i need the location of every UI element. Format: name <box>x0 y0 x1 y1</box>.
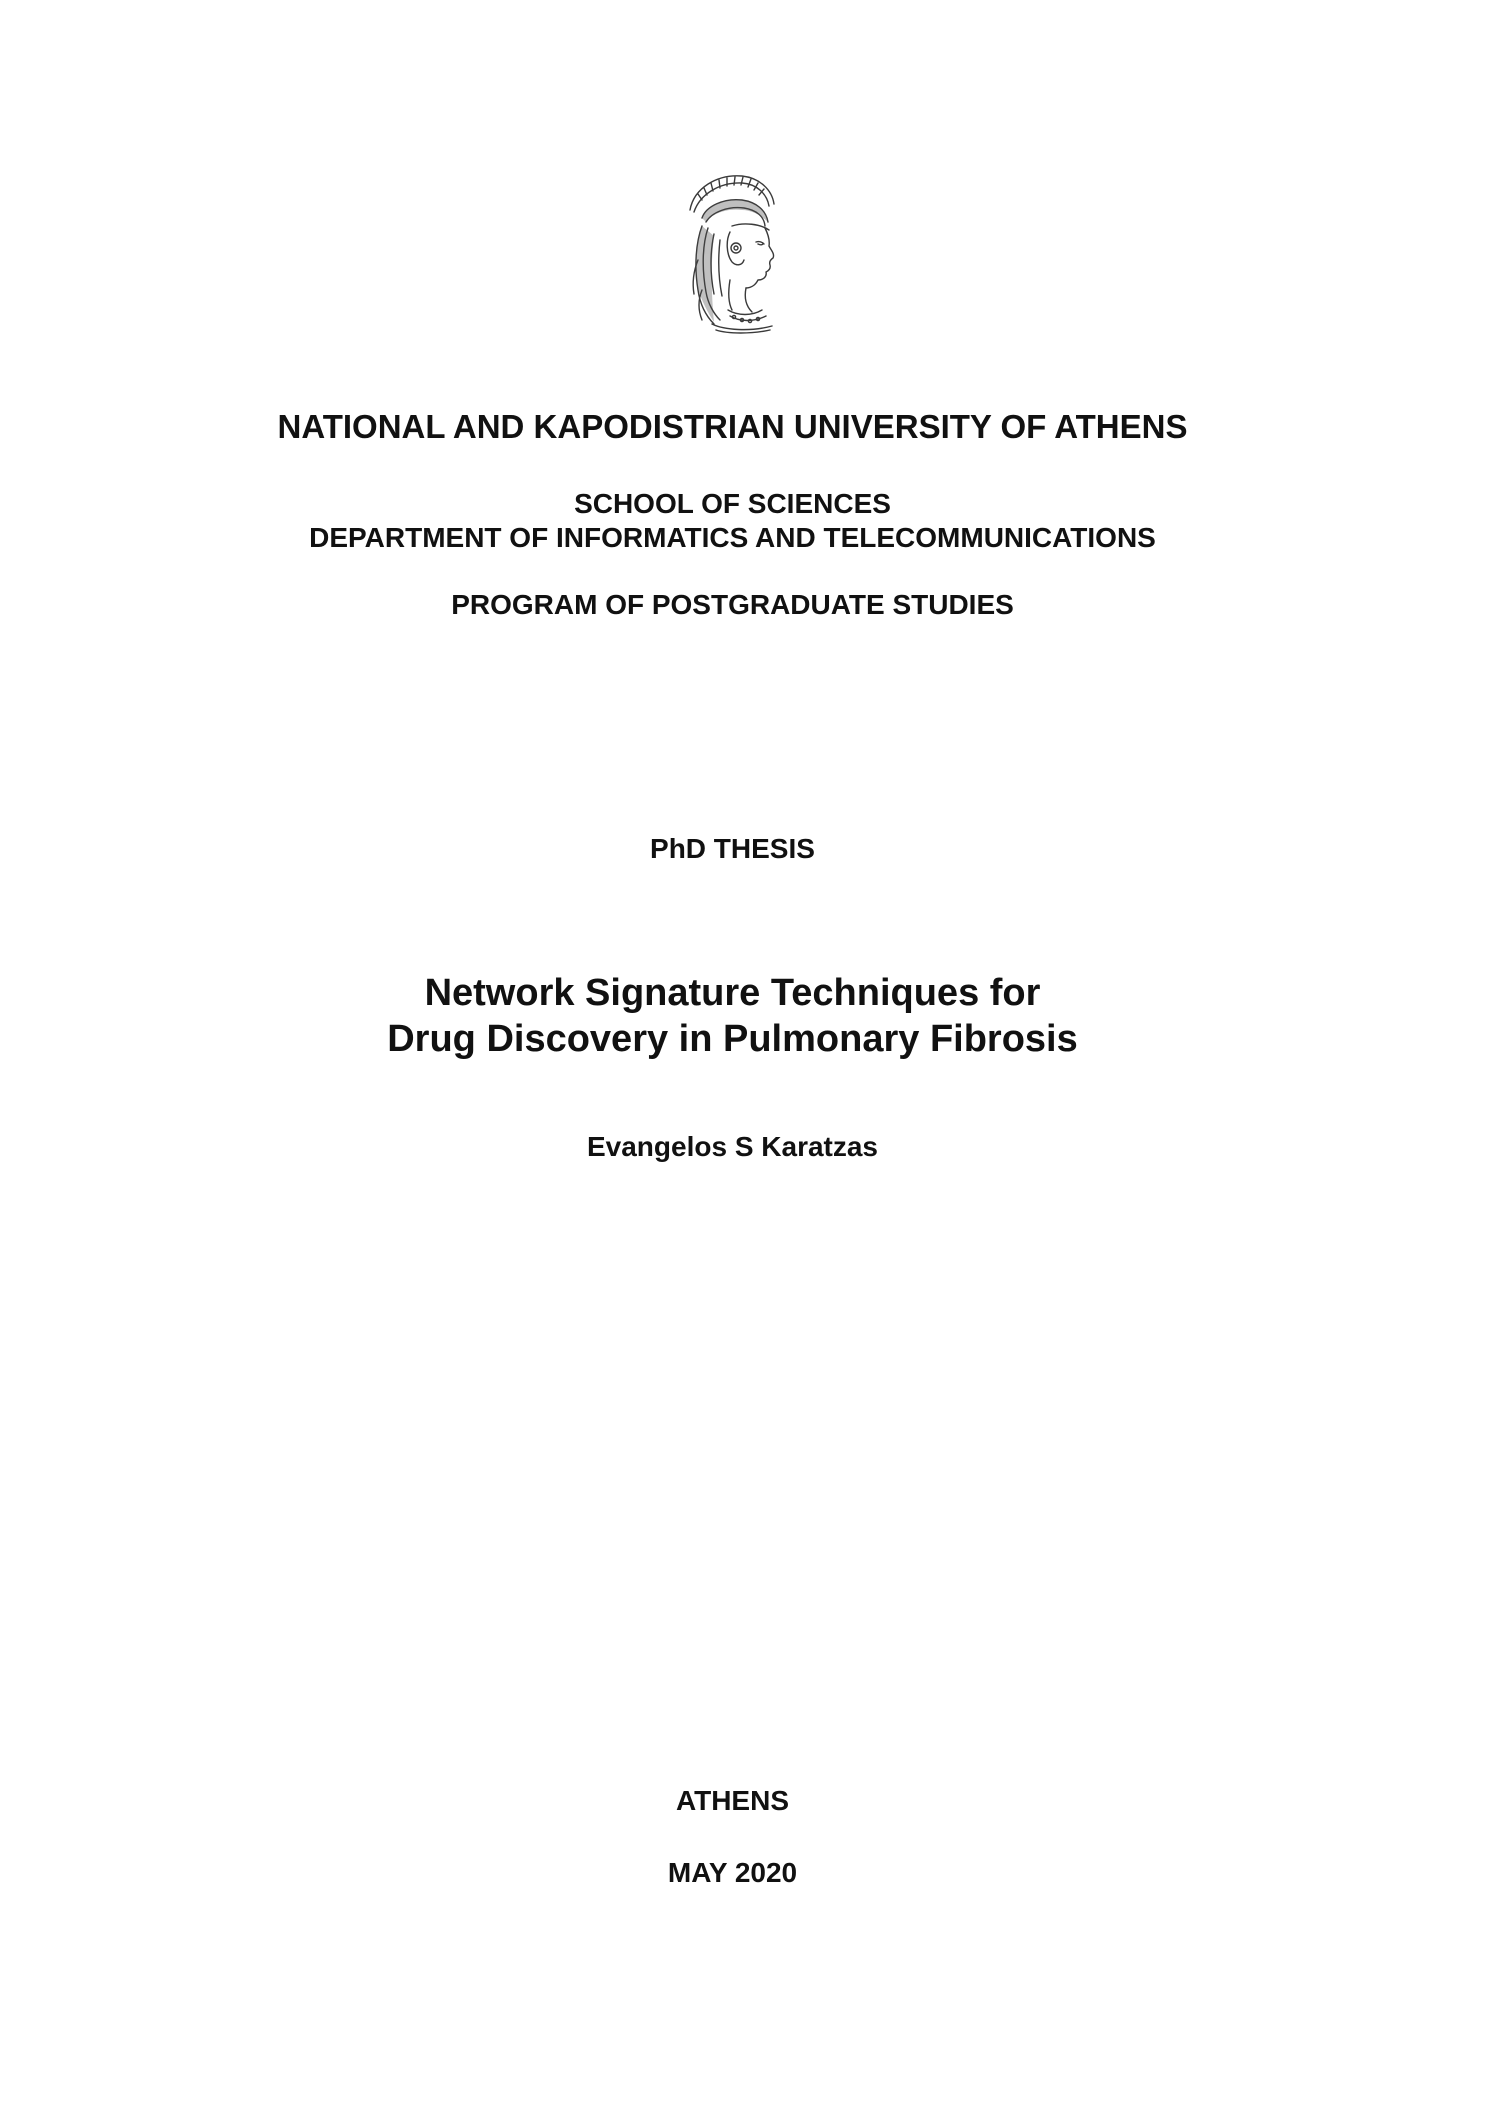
athena-helmet-head-icon <box>672 170 782 335</box>
author-name: Evangelos S Karatzas <box>586 1131 879 1162</box>
department-name: DEPARTMENT OF INFORMATICS AND TELECOMMUNICATIONS <box>309 522 1156 553</box>
university-name: NATIONAL AND KAPODISTRIAN UNIVERSITY OF ATHENS <box>277 408 1188 445</box>
school-name: SCHOOL OF SCIENCES <box>574 488 891 519</box>
program-name: PROGRAM OF POSTGRADUATE STUDIES <box>451 589 1014 620</box>
thesis-title-line-1: Network Signature Techniques for <box>424 972 1041 1014</box>
submission-date: MAY 2020 <box>667 1857 798 1888</box>
thesis-type: PhD THESIS <box>650 833 815 864</box>
thesis-title-line-2: Drug Discovery in Pulmonary Fibrosis <box>387 1018 1078 1060</box>
city: ATHENS <box>675 1785 790 1816</box>
